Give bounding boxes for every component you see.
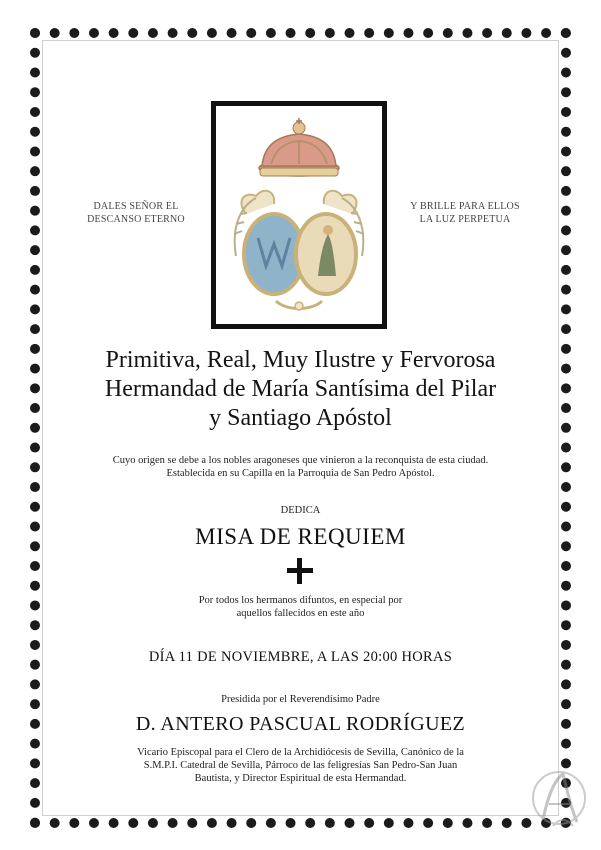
celebrant-titles-line: Vicario Episcopal para el Clero de la Archidiócesis de Sevilla, Canónico de la [137,747,464,758]
invocation-left [66,200,206,226]
celebrant-name: D. ANTERO PASCUAL RODRÍGUEZ [135,713,466,735]
mass-title: MISA DE REQUIEM [195,524,406,549]
brotherhood-emblem [216,106,382,324]
brotherhood-title [40,346,561,433]
celebrant-titles-line: S.M.P.I. Catedral de Sevilla, Párroco de las feligresías San Pedro-San Juan [143,760,458,771]
crown-icon [259,118,339,176]
title-line: y Santiago Apóstol [209,405,392,431]
celebrant-titles-line: Bautista, y Director Espiritual de esta Hermandad. [194,773,407,784]
dedication-line: Por todos los hermanos difuntos, en especial por [198,595,403,606]
dedica-label: DEDICA [280,505,321,516]
dedication-text [120,594,481,620]
cross-icon [287,558,313,584]
origin-text [50,454,551,480]
presided-by-label: Presidida por el Reverendísimo Padre [221,694,380,705]
invocation-right [395,200,535,226]
invocation-left-line: DESCANSO ETERNO [87,214,185,225]
origin-line: Cuyo origen se debe a los nobles aragoneses que vinieron a la reconquista de esta ciudad. [112,455,489,466]
invocation-right-line: Y BRILLE PARA ELLOS [410,201,520,212]
dedication-line: aquellos fallecidos en este año [236,608,365,619]
title-line: Hermandad de María Santísima del Pilar [104,376,497,402]
watermark-logo [523,760,593,840]
title-line: Primitiva, Real, Muy Ilustre y Fervorosa [105,347,496,373]
invocation-right-line: LA LUZ PERPETUA [419,214,511,225]
origin-line: Establecida en su Capilla en la Parroquia de San Pedro Apóstol. [166,468,435,479]
emblem-frame [211,101,387,329]
invocation-left-line: DALES SEÑOR EL [93,201,179,212]
celebrant-titles [70,746,531,785]
date-time: DÍA 11 DE NOVIEMBRE, A LAS 20:00 HORAS [148,649,453,665]
